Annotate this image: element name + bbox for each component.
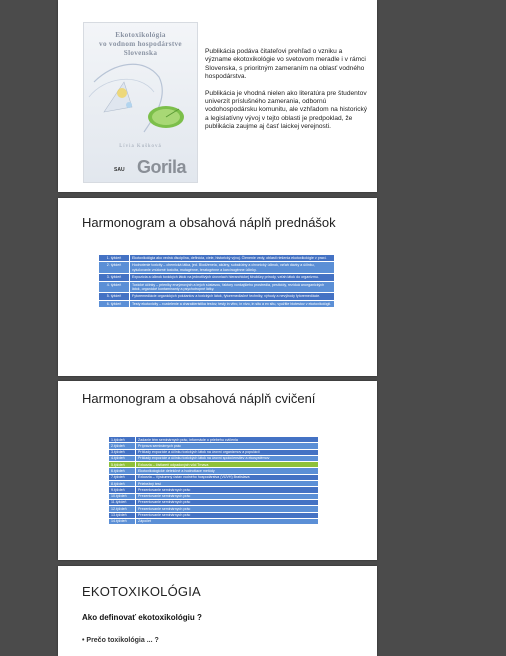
week-cell: 4.týždeň	[109, 455, 136, 461]
slide-lecture-schedule[interactable]	[58, 198, 377, 376]
content-cell: Testy ekotoxicity – rozdelenie a charakteristika testov, testy in vitro, in vivo, in situ a ex situ, využitie biotestov v ekotoxikológii.	[130, 300, 335, 307]
week-cell: 12.týždeň	[109, 506, 136, 512]
content-cell: Exkurzia – čistiareň odpadových vôd Trnava	[136, 462, 319, 468]
week-cell: 9.týždeň	[109, 487, 136, 493]
week-cell: 1.týždeň	[109, 437, 136, 443]
slide-title: EKOTOXIKOLÓGIA	[82, 584, 201, 599]
week-cell: 8.týždeň	[109, 481, 136, 487]
week-cell: 14.týždeň	[109, 518, 136, 524]
book-cover-title: Ekotoxikológia vo vodnom hospodárstve Slovenska	[99, 31, 182, 57]
week-cell: 2. týždeň	[99, 262, 130, 274]
content-cell: Prezentovanie seminárnych prác	[136, 493, 319, 499]
content-cell: Exkurzia – Výskumný ústav vodného hospodárstva (VÚVH) Bratislava	[136, 474, 319, 480]
week-cell: 4. týždeň	[99, 281, 130, 293]
slide-publication[interactable]	[58, 0, 377, 192]
table-row	[99, 293, 335, 300]
week-cell: 1. týždeň	[99, 255, 130, 262]
content-cell: Toxické účinky – prieniky enzýmových a iných sústavou, faktory vonkajšieho prostredia, pesticídy, rezíduá anorganických látok, organické kontaminanty a psychotropné látky.	[130, 281, 335, 293]
table-row	[99, 281, 335, 293]
content-cell: Expozícia a účinok toxických látok na jednotlivých úrovniach hierarchickej štruktúry prírody, vzťah látok do organizmu.	[130, 274, 335, 281]
week-cell: 10.týždeň	[109, 493, 136, 499]
content-cell: Príklady expozície a účinku toxických látok na úrovni organizmov a populácií	[136, 449, 319, 455]
content-cell: Prezentovanie seminárnych prác	[136, 512, 319, 518]
publication-description	[205, 48, 370, 140]
week-cell: 5. týždeň	[99, 293, 130, 300]
content-cell: Zadanie tém seminárnych prác, informácie o priebehu cvičenia	[136, 437, 319, 443]
table-row	[99, 274, 335, 281]
week-cell: 3.týždeň	[109, 449, 136, 455]
book-cover-publisher: SAU	[114, 167, 125, 173]
content-cell: Príprava seminárnych prác	[136, 443, 319, 449]
slide-title: Harmonogram a obsahová náplň cvičení	[82, 391, 316, 406]
book-cover-illustration	[84, 57, 197, 137]
week-cell: 3. týždeň	[99, 274, 130, 281]
content-cell: Priebežný test	[136, 481, 319, 487]
publication-paragraph-2: Publikácia je vhodná nielen ako literatúra pre študentov univerzít príslušného zamerania, odbornú vodohospodársku komunitu, ale vzhľadom na historický a legislatívny vývoj v tejto oblasti je predpoklad, že publikácia zaujme aj časť laickej verejnosti.	[205, 89, 368, 131]
book-cover-brand-logo: Gorila	[137, 157, 187, 177]
week-cell: 13.týždeň	[109, 512, 136, 518]
week-cell: 7.týždeň	[109, 474, 136, 480]
content-cell: Prezentovanie seminárnych prác	[136, 499, 319, 505]
lecture-schedule-table	[98, 254, 335, 308]
book-cover-author: Lívia Kušková	[119, 144, 162, 149]
content-cell: Hodnotenie toxicity – chemická látka, jed. Biodženeia, akútny, subakútny a chronický účinok, vzťah dávky a účinku, vylučovanie vnútorné toxicita, mutagénne, teratogénne a karcinogénne účinky.	[130, 262, 335, 274]
table-row	[99, 262, 335, 274]
table-row	[109, 518, 319, 524]
table-row	[99, 255, 335, 262]
content-cell: Prezentovanie seminárnych prác	[136, 487, 319, 493]
publication-paragraph-1: Publikácia podáva čitateľovi prehľad o vzniku a význame ekotoxikológie vo svetovom meradle i v rámci Slovenska, s prioritným zameraním na oblasť vodného hospodárstva.	[205, 48, 366, 81]
exercise-schedule-table	[108, 436, 319, 525]
slide-title: Harmonogram a obsahová náplň prednášok	[82, 215, 336, 230]
content-cell: Ekotoxikologické detekčné a hodnotiace metódy	[136, 468, 319, 474]
content-cell: Fytoremediácie organických polutantov a toxických látok, fytoremediačné techniky, výhody a nevýhody fytoremediácie.	[130, 293, 335, 300]
slide-bullet: • Prečo toxikológia ... ?	[82, 637, 159, 644]
week-cell: 2.týždeň	[109, 443, 136, 449]
content-cell: Zápočet	[136, 518, 319, 524]
slide-exercise-schedule[interactable]	[58, 381, 377, 560]
week-cell: 5.týždeň	[109, 462, 136, 468]
week-cell: 11.týždeň	[109, 499, 136, 505]
table-row	[99, 300, 335, 307]
slide-question: Ako definovať ekotoxikológiu ?	[82, 613, 202, 622]
content-cell: Ekotoxikológia ako vedná disciplína, definícia, ciele, historický vývoj. Členenie vedy, oblasti riešenia ekotoxikológie v praxi.	[130, 255, 335, 262]
content-cell: Prezentovanie seminárnych prác	[136, 506, 319, 512]
content-cell: Príklady expozície a účinku toxických látok na úrovni spoločenstiev a ekosystémov	[136, 455, 319, 461]
book-cover-image	[83, 22, 198, 183]
week-cell: 6. týždeň	[99, 300, 130, 307]
week-cell: 6.týždeň	[109, 468, 136, 474]
